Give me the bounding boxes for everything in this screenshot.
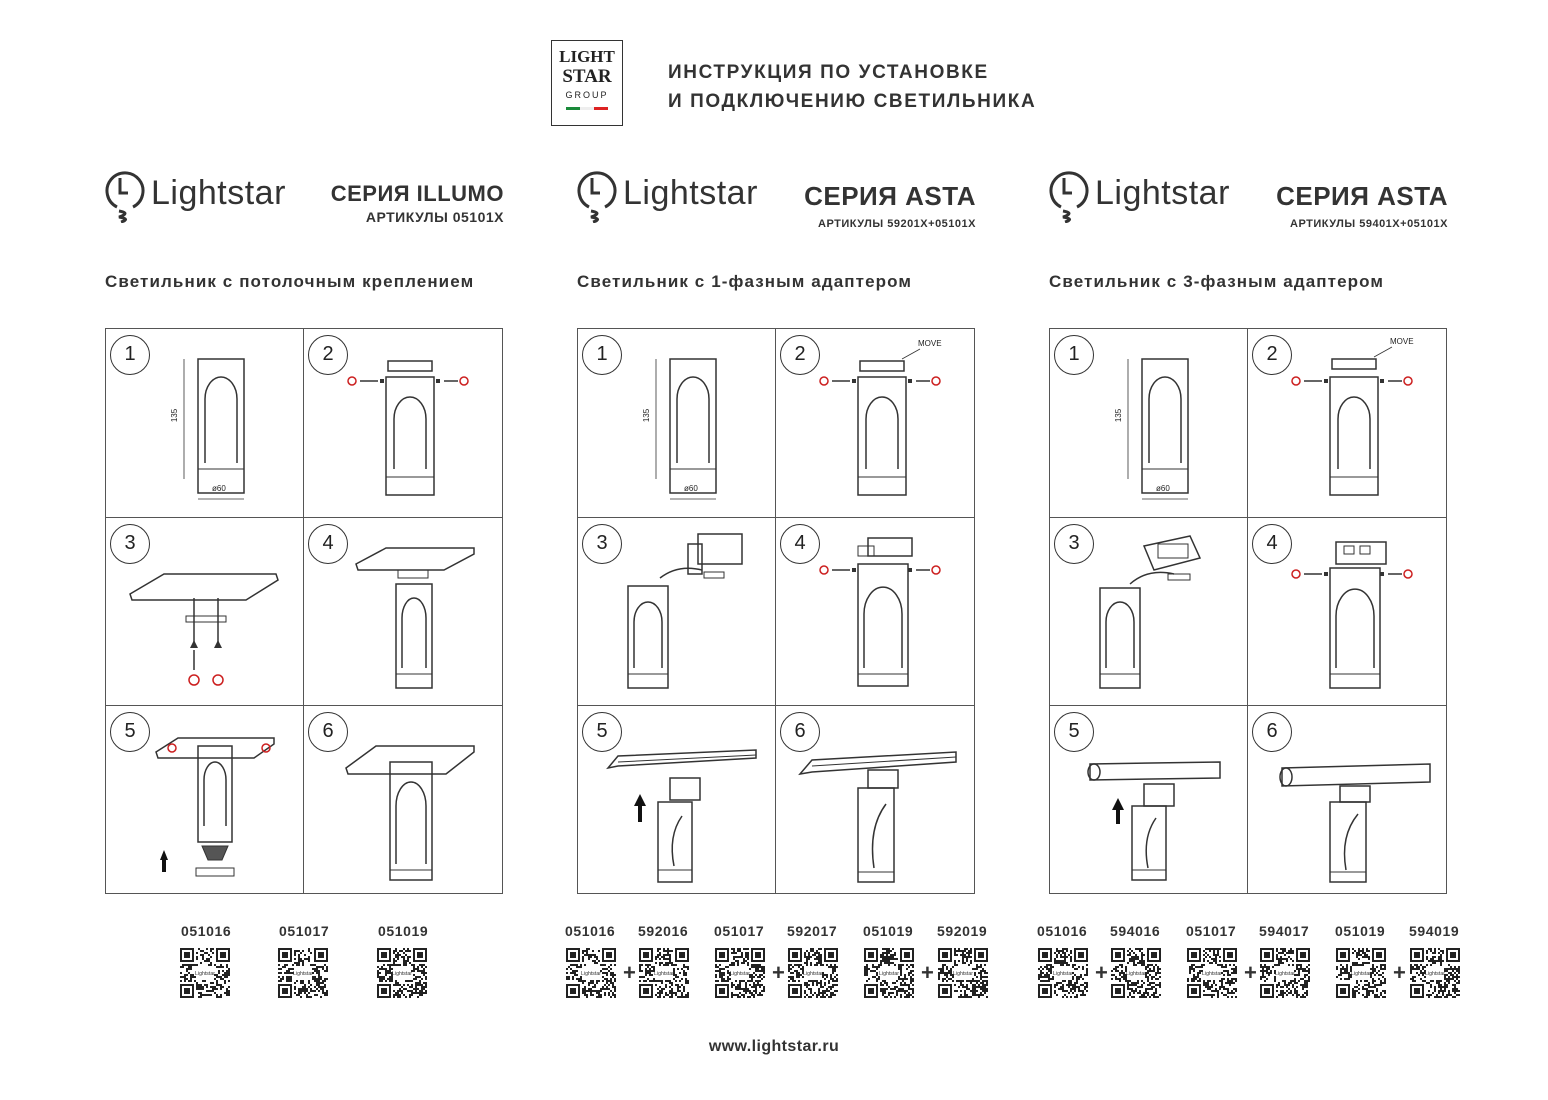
fix-adapter-drawing — [776, 518, 973, 706]
steps-grid-1 — [105, 328, 503, 894]
step-number: 6 — [780, 712, 820, 752]
step-2-cell — [776, 329, 973, 517]
steps-grid-2 — [577, 328, 975, 894]
plus-sign: + — [772, 960, 785, 985]
qr-code-icon[interactable] — [1111, 948, 1161, 998]
fixture-dimensions-drawing — [578, 329, 775, 517]
step-6-cell — [1248, 706, 1445, 894]
document-title — [668, 58, 1036, 116]
step-number: 2 — [308, 335, 348, 375]
website-link[interactable]: www.lightstar.ru — [708, 1038, 840, 1055]
step-number: 5 — [582, 712, 622, 752]
fix-3phase-adapter-drawing — [1248, 518, 1445, 706]
series-block-3 — [1276, 181, 1448, 230]
step-number: 6 — [1252, 712, 1292, 752]
step-1-cell — [1050, 329, 1247, 517]
installed-on-track-drawing — [776, 706, 973, 894]
bulb-logo-icon — [1049, 163, 1089, 223]
qr-code-icon[interactable] — [639, 948, 689, 998]
mount-on-track-drawing — [578, 706, 775, 894]
diameter-dimension: ø60 — [1156, 484, 1170, 493]
qr-badge-label: Lightstar — [730, 970, 750, 977]
step-2-cell — [304, 329, 501, 517]
article-code: 592019 — [937, 923, 988, 939]
remove-cap-drawing — [776, 329, 973, 517]
step-number: 4 — [1252, 524, 1292, 564]
qr-code-icon[interactable] — [1260, 948, 1310, 998]
attach-fixture-drawing — [304, 518, 501, 706]
height-dimension: 135 — [1114, 408, 1124, 423]
qr-code-icon[interactable] — [1410, 948, 1460, 998]
article-code: 051019 — [863, 923, 914, 939]
qr-code-icon[interactable] — [566, 948, 616, 998]
plus-sign: + — [1244, 960, 1257, 985]
fixture-dimensions-drawing — [1050, 329, 1247, 517]
step-number: 1 — [1054, 335, 1094, 375]
step-4-cell — [304, 518, 501, 706]
column-subtitle-3: Светильник с 3-фазным адаптером — [1049, 272, 1385, 291]
bulb-logo-icon — [577, 163, 617, 223]
article-code: 592016 — [638, 923, 689, 939]
logo-line-star: STAR — [562, 66, 612, 87]
connect-3phase-adapter-drawing — [1050, 518, 1247, 706]
qr-code-icon[interactable] — [377, 948, 427, 998]
column-subtitle-1: Светильник с потолочным креплением — [105, 272, 475, 291]
step-6-cell — [304, 706, 501, 894]
italian-flag-stripe — [566, 107, 608, 110]
title-line-1: ИНСТРУКЦИЯ ПО УСТАНОВКЕ — [668, 62, 989, 83]
plus-sign: + — [623, 960, 636, 985]
fixture-dimensions-drawing — [106, 329, 303, 517]
lightstar-group-logo — [551, 40, 623, 126]
step-number: 2 — [780, 335, 820, 375]
step-number: 4 — [780, 524, 820, 564]
step-number: 3 — [582, 524, 622, 564]
brand-name: Lightstar — [623, 173, 758, 212]
step-number: 1 — [110, 335, 150, 375]
series-block-1 — [331, 181, 504, 225]
installed-fixture-drawing — [304, 706, 501, 894]
qr-code-icon[interactable] — [864, 948, 914, 998]
step-1-cell — [578, 329, 775, 517]
remove-cap-drawing — [304, 329, 501, 517]
step-4-cell — [776, 518, 973, 706]
qr-badge-label: Lightstar — [953, 970, 973, 977]
step-number: 5 — [110, 712, 150, 752]
step-2-cell — [1248, 329, 1445, 517]
plus-sign: + — [921, 960, 934, 985]
step-5-cell — [578, 706, 775, 894]
qr-badge-label: Lightstar — [879, 970, 899, 977]
step-number: 6 — [308, 712, 348, 752]
lightstar-brand-3 — [1049, 163, 1230, 223]
steps-grid-3 — [1049, 328, 1447, 894]
diameter-dimension: ø60 — [684, 484, 698, 493]
qr-code-icon[interactable] — [938, 948, 988, 998]
title-line-2: И ПОДКЛЮЧЕНИЮ СВЕТИЛЬНИКА — [668, 91, 1037, 112]
mount-plate-drawing — [106, 518, 303, 706]
step-4-cell — [1248, 518, 1445, 706]
lightstar-brand-2 — [577, 163, 758, 223]
article-code: 051017 — [714, 923, 765, 939]
diameter-dimension: ø60 — [212, 484, 226, 493]
qr-badge-label: Lightstar — [195, 970, 215, 977]
connect-adapter-drawing — [578, 518, 775, 706]
step-5-cell — [1050, 706, 1247, 894]
qr-code-icon[interactable] — [1336, 948, 1386, 998]
step-number: 1 — [582, 335, 622, 375]
qr-badge-label: Lightstar — [1126, 970, 1146, 977]
article-code: 051017 — [1186, 923, 1237, 939]
qr-badge-label: Lightstar — [654, 970, 674, 977]
step-number: 3 — [1054, 524, 1094, 564]
article-code: 594019 — [1409, 923, 1460, 939]
step-1-cell — [106, 329, 303, 517]
plus-sign: + — [1095, 960, 1108, 985]
step-3-cell — [106, 518, 303, 706]
article-code: 592017 — [787, 923, 838, 939]
brand-name: Lightstar — [1095, 173, 1230, 212]
qr-code-icon[interactable] — [278, 948, 328, 998]
article-code: 051016 — [565, 923, 616, 939]
height-dimension: 135 — [642, 408, 652, 423]
qr-badge-label: Lightstar — [293, 970, 313, 977]
step-number: 3 — [110, 524, 150, 564]
step-5-cell — [106, 706, 303, 894]
article-code: 594017 — [1259, 923, 1310, 939]
step-number: 4 — [308, 524, 348, 564]
brand-name: Lightstar — [151, 173, 286, 212]
plus-sign: + — [1393, 960, 1406, 985]
step-6-cell — [776, 706, 973, 894]
qr-code-icon[interactable] — [715, 948, 765, 998]
article-code: 051017 — [279, 923, 330, 939]
qr-code-icon[interactable] — [1038, 948, 1088, 998]
installed-on-3phase-track-drawing — [1248, 706, 1445, 894]
logo-line-light: LIGHT — [559, 47, 615, 66]
qr-badge-label: Lightstar — [392, 970, 412, 977]
mount-on-3phase-track-drawing — [1050, 706, 1247, 894]
article-code: 051019 — [1335, 923, 1386, 939]
qr-badge-label: Lightstar — [1202, 970, 1222, 977]
qr-code-icon[interactable] — [1187, 948, 1237, 998]
article-code: 594016 — [1110, 923, 1161, 939]
series-articles: АРТИКУЛЫ 59201X+05101X — [818, 218, 976, 230]
qr-badge-label: Lightstar — [803, 970, 823, 977]
series-name: СЕРИЯ ASTA — [804, 181, 976, 211]
series-articles: АРТИКУЛЫ 59401X+05101X — [1290, 218, 1448, 230]
series-articles: АРТИКУЛЫ 05101X — [365, 209, 504, 225]
remove-cap-drawing — [1248, 329, 1445, 517]
series-name: СЕРИЯ ILLUMO — [330, 181, 504, 206]
lightstar-brand-1 — [105, 163, 286, 223]
qr-badge-label: Lightstar — [1053, 970, 1073, 977]
column-subtitle-2: Светильник с 1-фазным адаптером — [577, 272, 913, 291]
qr-badge-label: Lightstar — [1275, 970, 1295, 977]
move-label: MOVE — [918, 339, 942, 348]
move-label: MOVE — [1390, 337, 1414, 346]
step-3-cell — [578, 518, 775, 706]
series-block-2 — [804, 181, 976, 230]
step-number: 5 — [1054, 712, 1094, 752]
series-name: СЕРИЯ ASTA — [1276, 181, 1448, 211]
qr-badge-label: Lightstar — [1425, 970, 1445, 977]
qr-code-icon[interactable] — [788, 948, 838, 998]
qr-code-icon[interactable] — [180, 948, 230, 998]
logo-line-group: GROUP — [565, 90, 609, 100]
height-dimension: 135 — [170, 408, 180, 423]
qr-badge-label: Lightstar — [581, 970, 601, 977]
step-3-cell — [1050, 518, 1247, 706]
insert-lamp-drawing — [106, 706, 303, 894]
step-number: 2 — [1252, 335, 1292, 375]
article-code: 051019 — [378, 923, 429, 939]
bulb-logo-icon — [105, 163, 145, 223]
article-code: 051016 — [1037, 923, 1088, 939]
qr-badge-label: Lightstar — [1351, 970, 1371, 977]
article-code: 051016 — [181, 923, 232, 939]
